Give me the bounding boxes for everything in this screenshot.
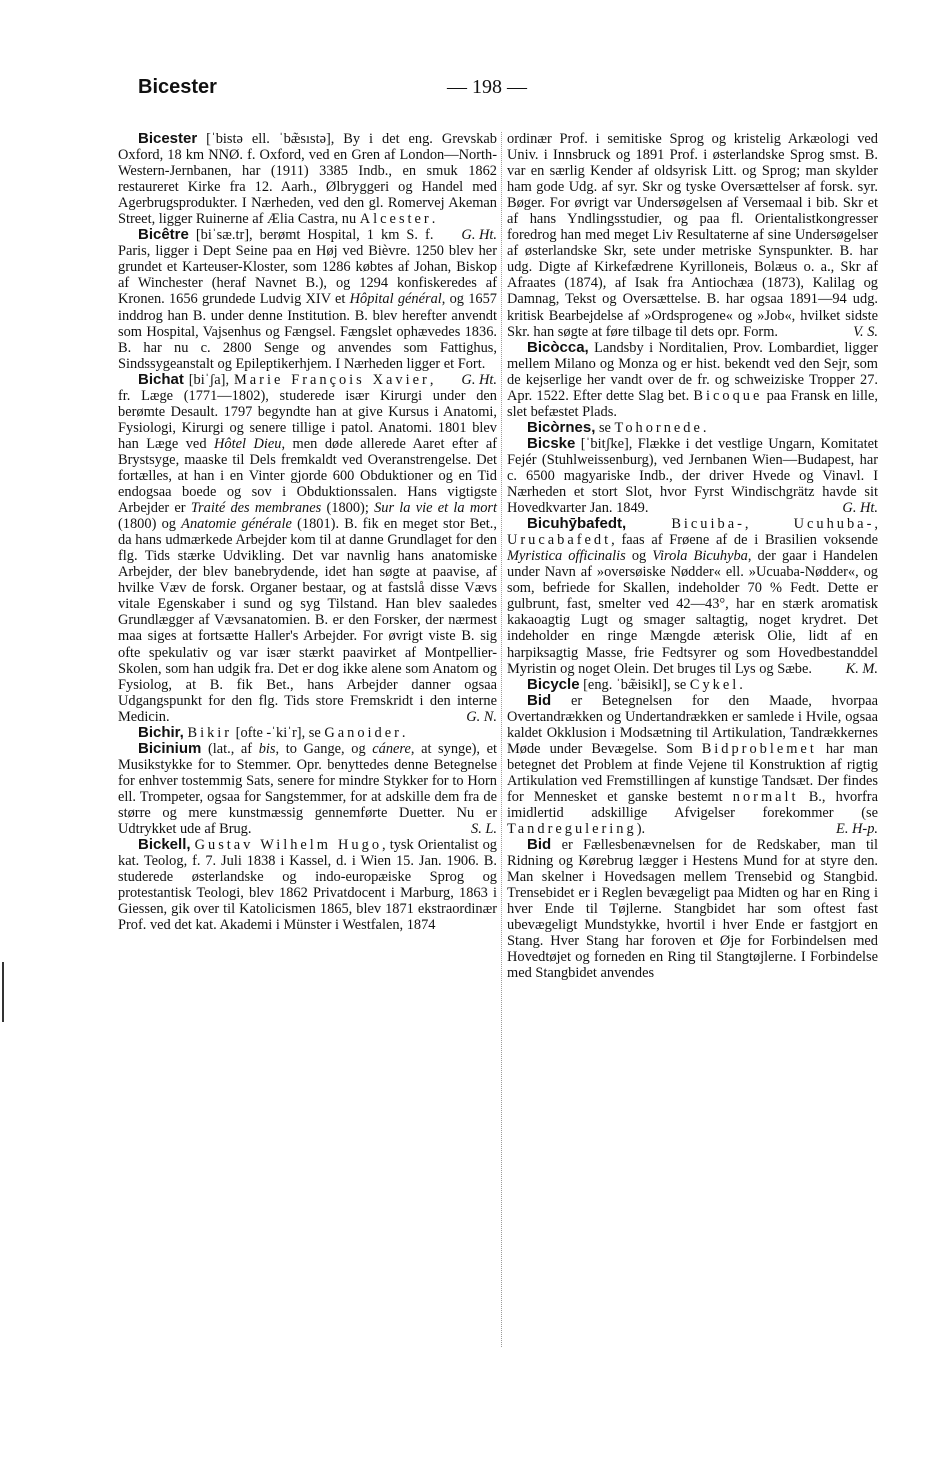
author-signature: G. Ht. bbox=[461, 227, 497, 244]
entry-bid-1 bbox=[507, 693, 878, 837]
entry-bid-2 bbox=[507, 837, 878, 981]
spaced-text: normalt bbox=[732, 788, 799, 805]
italic-text: bis bbox=[258, 740, 276, 757]
headword: Bichir, bbox=[138, 723, 184, 741]
page-header bbox=[138, 74, 878, 108]
entry-text: [eng. ˈbæ̃isikl], se bbox=[579, 676, 690, 693]
entry-text: . bbox=[431, 211, 436, 228]
entry-text: , at synge), et Musikstykke for to Stemmer. Opr. benyttedes denne Betegnelse for enhver tostemmig Sats, senere for mindre Stykker for to Horn ell. Trompeter, ogsaa for Sangstemmer, for at adskille dem fra de større og mere kunstmæssig gennemførte Duetter. Nu er Udtrykket ude af Brug. bbox=[118, 740, 498, 838]
entry-text bbox=[626, 516, 671, 532]
italic-text: Hôpital général bbox=[349, 291, 442, 308]
italic-text: Hôtel Dieu bbox=[214, 435, 282, 452]
entry-text: (1800) og bbox=[118, 516, 182, 533]
spaced-text: Bikir bbox=[187, 724, 233, 741]
entry-text: . bbox=[702, 419, 707, 436]
spaced-text: Bidproblemet bbox=[701, 740, 817, 757]
headword: Bickell, bbox=[138, 836, 191, 854]
headword: Bicòcca, bbox=[527, 338, 589, 356]
headword: Bicske bbox=[527, 434, 576, 452]
entry-text: , to Gange, og bbox=[275, 740, 373, 757]
cross-reference: Tandregulering bbox=[507, 821, 637, 838]
entry-text: . bbox=[401, 724, 406, 741]
running-head: Bicester bbox=[138, 76, 217, 98]
entry-text: [ˈbistə ell. ˈbæ̃sıstə], By i det eng. Grevskab Oxford, 18 km NNØ. f. Oxford, ved en Gren af London—North-Western-Jernbanen, har (1911) 3385 Indb., en smuk 1862 restaureret Kirke fra 12. Aarh., Ølbryggeri og Handel med Agerbrugsprodukter. I Nærheden, ved den gl. Romervej Akeman Street, ligger Ruinerne af Ælia Castra, nu bbox=[118, 131, 497, 228]
entry-bichat bbox=[118, 372, 497, 725]
cross-reference: Cykel bbox=[689, 676, 740, 693]
entry-bickell bbox=[118, 837, 497, 933]
spaced-text: Ucuhuba- bbox=[793, 516, 875, 533]
headword: Bicinium bbox=[138, 739, 202, 757]
entry-text: (1801). B. fik en meget stor Bet., da hans udmærkede Arbejder kom til at danne Grundlaget for den flg. Tids stærke Udvikling. Det var navnlig hans anatomiske Arbejder, der blev banebrydende, idet han søgte at paavise, af hvilke Væv de forsk. Organer bestaar, og at fastslå disse Vævs vitale Egenskaber i sund og syg Tilstand. Han blev saaledes Grundlægger af Vævsanatomien. B. er den Forsker, der nærmest maa siges at fortsætte Haller's Arbejder. For øvrigt viste B. sig ofte spekulativ og var især stærkt paavirket af Montpellier-Skolen, som han udgik fra. Det er dog ikke alene som Anatom og Fysiolog, at B. fik Bet., hans Arbejder danner ogsaa Udgangspunkt for den flg. Tids store Fremskridt i den interne Medicin. bbox=[118, 516, 497, 725]
left-column bbox=[118, 131, 497, 933]
italic-text: Virola Bicuhyba bbox=[652, 548, 748, 565]
entry-text: B., hvorfra imidlertid adskillige Afvigelser forekommer (se bbox=[507, 788, 878, 821]
entry-text: , tysk Orientalist og kat. Teolog, f. 7. Juli 1838 i Kassel, d. i Wien 15. Jan. 1906. B. studerede østerlandske og indo-europæiske Sprog og protestantisk Teologi, blev 1862 Privatdocent i Marburg, 1863 i Giessen, gik over til Katolicismen 1865, blev 1871 ekstraordinær Prof. ved det kat. Akademi i Münster i Westfalen, 1874 bbox=[118, 837, 497, 934]
headword: Bicêtre bbox=[138, 226, 189, 244]
entry-bichir bbox=[118, 725, 497, 741]
entry-bicuhybafedt bbox=[507, 516, 878, 676]
entry-text: , faas af Frøene af de i Brasilien voksende bbox=[611, 532, 878, 549]
author-signature: K. M. bbox=[845, 660, 878, 677]
entry-text: og bbox=[625, 548, 653, 565]
right-column bbox=[507, 131, 878, 981]
author-signature: E. H-p. bbox=[836, 821, 878, 838]
headword: Bicòrnes, bbox=[527, 418, 596, 436]
entry-text: se bbox=[595, 419, 615, 436]
column-divider bbox=[501, 132, 502, 1347]
author-signature: G. Ht. bbox=[461, 371, 497, 388]
headword: Bicester bbox=[138, 130, 198, 147]
headword: Bicycle bbox=[527, 675, 580, 693]
italic-text: cánere bbox=[372, 740, 411, 757]
entry-text: [ˈbitʃke], Flække i det vestlige Ungarn, Komitatet Fejér (Stuhlweissenburg), ved Jernbanen Wien—Budapest, har c. 6500 magyariske Indb., der driver Hvede og Vinavl. I Nærheden et stort Slot, hvor Fyrst Windischgrätz havde sit Hovedkvarter Jan. 1849. bbox=[507, 435, 878, 517]
page-number: — 198 — bbox=[447, 76, 527, 98]
spaced-text: Alcester bbox=[359, 211, 432, 228]
spaced-text: Bicuiba- bbox=[671, 516, 745, 533]
entry-text: , men døde allerede Aaret efter af Brystsyge, maaske til Dels fremkaldt ved Overanstrengelse. Det fortælles, at han i en Vinter gjorde 600 Obduktioner og en Tid endogsaa boede og sov i Obduktionssalen. Hans vigtigste Arbejder er bbox=[118, 435, 498, 517]
spaced-text: Bicoque bbox=[693, 387, 763, 404]
entry-text: , bbox=[874, 516, 878, 533]
entry-text: Landsby i Norditalien, Prov. Lombardiet, ligger mellem Milano og Monza og er hist. bekendt ved den Sejr, som de kejserlige her vandt over de fr. og schweiziske Tropper 27. Apr. 1522. Efter dette Slag bet. bbox=[507, 339, 878, 404]
italic-text: Myristica officinalis bbox=[507, 548, 626, 565]
italic-text: Traité des membranes bbox=[190, 500, 322, 517]
author-signature: S. L. bbox=[471, 821, 497, 838]
cross-reference: Ganoider bbox=[324, 724, 402, 741]
headword: Bicuhȳbafedt, bbox=[527, 515, 627, 533]
entry-bicycle bbox=[507, 677, 878, 693]
entry-text: paa Fransk en lille, slet befæstet Plads. bbox=[507, 387, 878, 420]
entry-text: er Fællesbenævnelsen for de Redskaber, man til Ridning og Kørebrug lægger i Hestens Mund for at styre den. Man skelner i Hovedsagen mellem Trensebid og Stangbid. Trensebidet er i Reglen bevægeligt paa Midten og har en Ring i hver Ende til Tøjlerne. Stangbidet har som oftest fast ubevægeligt Mundstykke, hvortil i hver Ende er fastgjort en Stang. Hver Stang har foroven et Øje for Forbindelsen med Hovedtøjet og forneden en Ring til Stangtøjlerne. I Forbindelse med Stangbidet anvendes bbox=[507, 837, 878, 982]
entry-bickell-continued bbox=[507, 131, 878, 340]
entry-text: , fr. Læge (1771—1802), studerede især Kirurgi under den berømte Desault. 1797 begyndte han at give Kursus i Anatomi, Fysiologi, Kirurgi og senere tillige i patol. Anatomi. 1801 blev han Læge ved bbox=[118, 371, 497, 452]
entry-text: . bbox=[739, 676, 743, 693]
headword: Bid bbox=[527, 691, 552, 709]
entry-text: ordinær Prof. i semitiske Sprog og kristelig Arkæologi ved Univ. i Innsbruck og 1891 Prof. i østerlandske Sprog smst. B. var en særlig Kender af oldsyrisk Litt. og Sprog; man skylder ham gode Udg. af syr. Skr og tyske Oversættelser af forsk. syr. Bøger. For øvrigt var Undersøgelsen af Versemaal i bib. Skr et af hans Yndlingsstudier, og paa fl. Orientalistkongresser foredrog han med meget Liv Resultaterne af sine Undersøgelser af østerlandske Skr, sete under metriske Synspunkter. B. har udg. Digte af Kirkefædrene Kyrilloneis, Bolæus o. a., Skr af Afraates (1874), af Isak fra Antiochæa (1873), Kalilag og Damnag, Tekst og Oversættelse. B. har ogsaa 1891—94 udg. kritisk Bearbejdelse af »Ordsprogene« og »Job«, hvilket sidste Skr. han søgte at føre tilbage til dets opr. Form. bbox=[507, 131, 878, 340]
author-signature: G. N. bbox=[466, 708, 497, 725]
italic-text: Sur la vie et la mort bbox=[374, 500, 498, 517]
spaced-text: Gustav Wilhelm Hugo bbox=[194, 837, 383, 854]
entry-text: , der gaar i Handelen under Navn af »oversøiske Nødder« ell. »Ucuaba-Nødder«, og som, befriede for Skallen, indeholder 70 % Fedt. Dette er gulbrunt, fast, smelter ved 42—43°, har en stærk aromatisk kakaoagtig Lugt og smager saltagtig, noget krydret. Det indeholder en ringe Mængde æterisk Olie, lidt af en harpiksagtig Masse, frie Fedtsyrer og som Hovedbestanddel Myristin og noget Olein. Det bruges til Lys og Sæbe. bbox=[507, 548, 878, 677]
entry-text: [biˈʃa], bbox=[183, 371, 234, 388]
entry-text: (lat., af bbox=[201, 740, 259, 757]
entry-bicinium bbox=[118, 741, 497, 837]
margin-mark bbox=[2, 962, 4, 1022]
entry-text: , og 1657 inddrog han B. under denne Institution. B. blev herefter anvendt som Hospital, Vajsenhus og Fængsel. Fængslet ophævedes 1836. B. har nu c. 2800 Senge og anvendes som Fattighus, Sindssygeanstalt og Epileptikerhjem. I Nærheden ligger et Fort. bbox=[118, 291, 497, 372]
entry-text: (1800); bbox=[321, 500, 375, 517]
author-signature: V. S. bbox=[853, 323, 878, 340]
spaced-text: Marie François Xavier bbox=[233, 371, 430, 388]
entry-text: , bbox=[744, 516, 794, 533]
italic-text: Anatomie générale bbox=[181, 516, 292, 533]
author-signature: G. Ht. bbox=[842, 500, 878, 517]
entry-text: er Betegnelsen for den Maade, hvorpaa Overtandrækken og Undertandrækken er samlede i Hvile, ogsaa kaldet Okklusion i Modsætning til Artikulation, Tandrækkernes Møde under Bevægelse. Som bbox=[507, 692, 878, 757]
cross-reference: Tohornede bbox=[614, 419, 703, 436]
entry-text: ). bbox=[636, 821, 646, 838]
headword: Bid bbox=[527, 836, 552, 854]
entry-bicocca bbox=[507, 340, 878, 420]
entry-bicske bbox=[507, 436, 878, 516]
entry-text: har man betegnet det Problem at finde Vejene til Konstruktion af rigtig Artikulation ved Fremstillingen af kunstige Tandsæt. Der findes for Mennesket et ganske bestemt bbox=[507, 740, 878, 805]
entry-text: [ofte -ˈkiˈr], se bbox=[232, 724, 325, 741]
entry-text: [biˈsæ.tr], berømt Hospital, 1 km S. f. Paris, ligger i Dept Seine paa en Høj ved Bièvre. 1250 blev her grundet et Karteuser-Kloster, som 1286 købtes af Johan, Biskop af Winchester (heraf Navnet B.), og 1294 konfiskeredes af Kronen. 1656 grundede Ludvig XIV et bbox=[118, 227, 497, 308]
spaced-text: Urucabafedt bbox=[507, 532, 612, 549]
headword: Bichat bbox=[138, 370, 184, 388]
entry-bicornes bbox=[507, 420, 878, 436]
